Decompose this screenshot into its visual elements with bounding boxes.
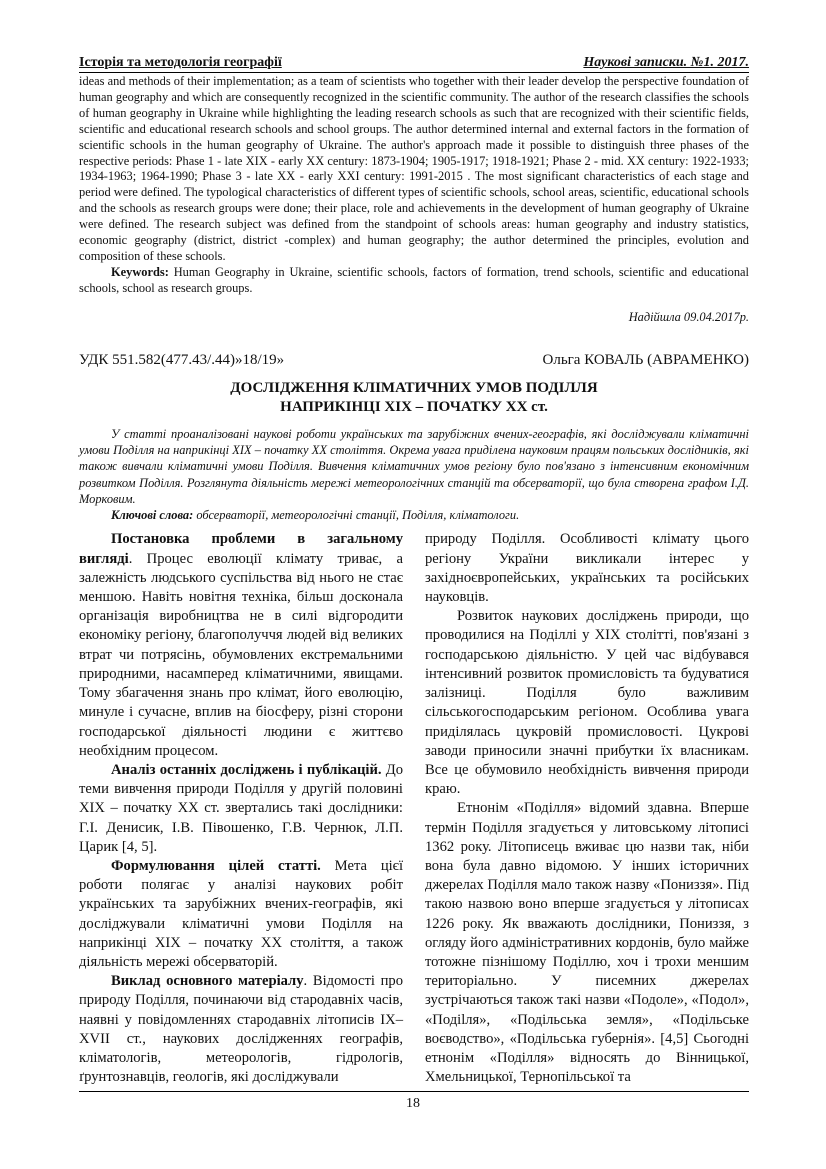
english-keywords-label: Keywords: [111,264,169,279]
page [79,55,749,1087]
article-title-line-1: ДОСЛІДЖЕННЯ КЛІМАТИЧНИХ УМОВ ПОДІЛЛЯ [230,379,598,396]
text-main: . Відомості про природу Поділля, починаючи від стародавніх часів, наявні у повідомленнях стародавніх літописів ІХ–XVII ст., наукових дослідженнях географів, кліматологів, метеорологів, гідрологів, ґрунтознавців, геологів, які досліджували [79,973,404,1086]
english-keywords-text: Human Geography in Ukraine, scientific schools, factors of formation, trend schools, scientific and educational schools, school as research groups. [79,264,749,295]
footer-rule [79,1091,749,1092]
ukrainian-abstract: У статті проаналізовані наукові роботи українських та зарубіжних вчених-географів, які досліджували кліматичні умови Поділля на наприкінці ХІХ – початку ХХ століття. Окрема увага приділена науковим працям польських дослідників, які також вивчали кліматичні умови Поділля. Вивчення кліматичних умов регіону було пов'язано з інтенсивним економічним розвитком Поділля. Розглянута діяльність мережі метеорологічних станцій та обсерваторії, що була створена графом І.Д. Морковим. [79,426,749,506]
ukrainian-keywords-text: обсерваторії, метеорологічні станції, Поділля, кліматологи. [193,508,520,523]
heading-main: Виклад основного матеріалу [111,973,304,990]
paragraph-analysis [79,761,403,857]
article-title [79,379,749,417]
received-date: Надійшла 09.04.2017р. [628,309,749,324]
paragraph-main [79,972,403,1087]
paragraph-continued: природу Поділля. Особливості клімату цього регіону України викликали інтерес у західноєвропейських, українських та російських науковців. [425,531,749,606]
journal-title: Наукові записки. №1. 2017. [583,55,749,70]
udc-code: УДК 551.582(477.43/.44)»18/19» [79,351,285,368]
paragraph-goals [79,857,403,972]
article-meta [79,351,749,369]
english-keywords [79,265,749,297]
heading-problem: Постановка проблеми в загальному вигляді [79,531,403,567]
ukrainian-keywords-label: Ключові слова: [111,508,194,523]
left-column [79,530,403,1087]
english-abstract [79,74,749,297]
text-analysis: До теми вивчення природи Поділля у другій половині ХІХ – початку ХХ ст. звертались такі дослідники: Г.І. Денисик, І.В. Півошенко, Г.В. Чернюк, Л.П. Царик [4, 5]. [79,761,403,855]
paragraph-research-development: Розвиток наукових досліджень природи, що проводилися на Поділлі у ХІХ столітті, пов'язані з господарською діяльністю. У цей час відбувався інтенсивний розвиток промисловість та будуватися залізниці. Поділля було важливим сільськогосподарським регіоном. Особлива увага приділялась цукровій промисловості. Цукрові заводи приносили значні прибутки їх власникам. Все це обумовило необхідність вивчення природи краю. [425,608,749,798]
heading-analysis: Аналіз останніх досліджень і публікацій. [111,761,382,778]
english-abstract-text: ideas and methods of their implementation; as a team of scientists who together with their leader develop the perspective foundation of human geography and which are consequently recognized in the scientific community. The author of the research classifies the schools of human geography in Ukraine while highlighting the leading research schools as such that are recognized with their scientific fields, scientific and educational research schools and school groups. The author determined internal and external factors in the formation of scientific schools in the human geography of Ukraine. The author's approach made it possible to distinguish three phases of the respective periods: Phase 1 - late XIX - early XX century: 1873-1904; 1905-1917; 1918-1921; Phase 2 - mid. XX century: 1922-1933; 1934-1963; 1964-1990; Phase 3 - late XX - early XXI century: 1991-2015 . The most significant characteristics of each stage and period were defined. The typological characteristics of different types of scientific schools, school areas, scientific, educational schools and the schools as research groups were done; their place, role and achievements in the development of human geography of Ukraine were defined. The research subject was defined from the standpoint of schools areas: human geography and industry statistics, economic geography (district, district -complex) and human geography; the author determined the principles, evolution and composition of these schools. [79,74,749,263]
text-goals: Мета цієї роботи полягає у аналізі наукових робіт українських та зарубіжних вчених-географів, які досліджували кліматичні умови Поділля на наприкінці ХІХ – початку ХХ століття, а також діяльність мережі обсерваторій. [79,857,404,970]
section-title: Історія та методологія географії [79,55,282,70]
paragraph-problem [79,530,403,760]
running-header [79,55,749,73]
heading-goals: Формулювання цілей статті. [111,857,321,874]
right-column [425,530,749,1087]
text-problem: . Процес еволюції клімату триває, а залежність людського суспільства від нього не стає меншою. Навіть новітня техніка, більш досконала організація виробництва не в силі відгородити економіку регіону, благополуччя людей від великих втрат чи потрясінь, обумовлених екстремальними природними, насамперед кліматичними, явищами. Тому збагачення знань про клімат, його еволюцію, минуле і сучасне, вплив на біосферу, різні сторони господарської діяльності людини є життєво необхідним процесом. [79,550,403,759]
paragraph-ethnonym: Етнонім «Поділля» відомий здавна. Вперше термін Поділля згадується у литовському літописі 1362 року. Літописець вживає цю назви так, ніби вона була давно відомою. У інших історичних джерелах Поділля мало також назву «Пониззя». Під такою назвою воно вперше згадується у літописах 1226 року. Як вважають дослідники, Пониззя, з огляду його адміністративних кордонів, було майже тотожне пізнішому Поділлю, хоч і трохи меншим територіально. У писемних джерелах зустрічаються також такі назви «Подоле», «Подол», «Подіlля», «Подільська земля», «Подільське воєводство», «Подільська губернія». [4,5] Сьогодні етнонім «Поділля» відносять до Вінницької, Хмельницької, Тернопільської та [425,800,749,1086]
author-name: Ольга КОВАЛЬ (АВРАМЕНКО) [542,351,749,368]
article-title-line-2: НАПРИКІНЦІ ХІХ – ПОЧАТКУ ХХ ст. [280,398,548,415]
page-number: 18 [406,1096,420,1111]
ukrainian-keywords [79,507,749,523]
body-columns [79,530,749,1087]
